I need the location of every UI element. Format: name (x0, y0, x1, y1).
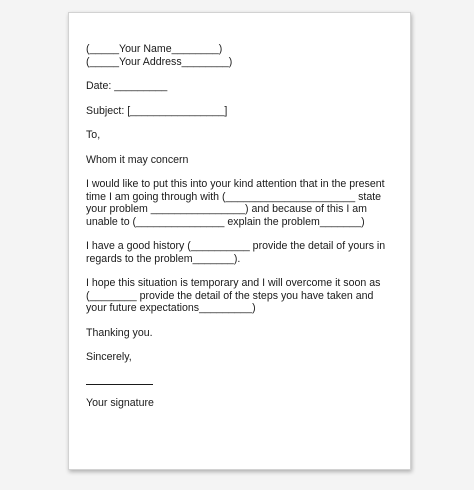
body-paragraph-history: I have a good history (__________ provide the detail of yours in regards to the problem_______). (86, 240, 389, 265)
sender-name: (_____Your Name________) (86, 43, 223, 55)
body-paragraph-expectations: I hope this situation is temporary and I will overcome it soon as (________ provide the detail of the steps you have taken and your future expectations_________) (86, 277, 384, 314)
thanks-line: Thanking you. (86, 326, 153, 339)
letter-page (68, 12, 411, 470)
subject-line: Subject: [________________] (86, 104, 228, 117)
addressee: Whom it may concern (86, 153, 189, 166)
sender-address: (_____Your Address________) (86, 55, 233, 68)
salutation: To, (86, 129, 101, 141)
body-paragraph-problem: I would like to put this into your kind attention that in the present time I am going through with (______________________ state your problem ________________) and because of this I am unable to (_______________ explain the problem_______) (86, 178, 388, 228)
signature-label: Your signature (86, 396, 154, 409)
closing-line: Sincerely, (86, 351, 132, 363)
letter-body (86, 43, 394, 409)
date-line: Date: _________ (86, 80, 168, 92)
